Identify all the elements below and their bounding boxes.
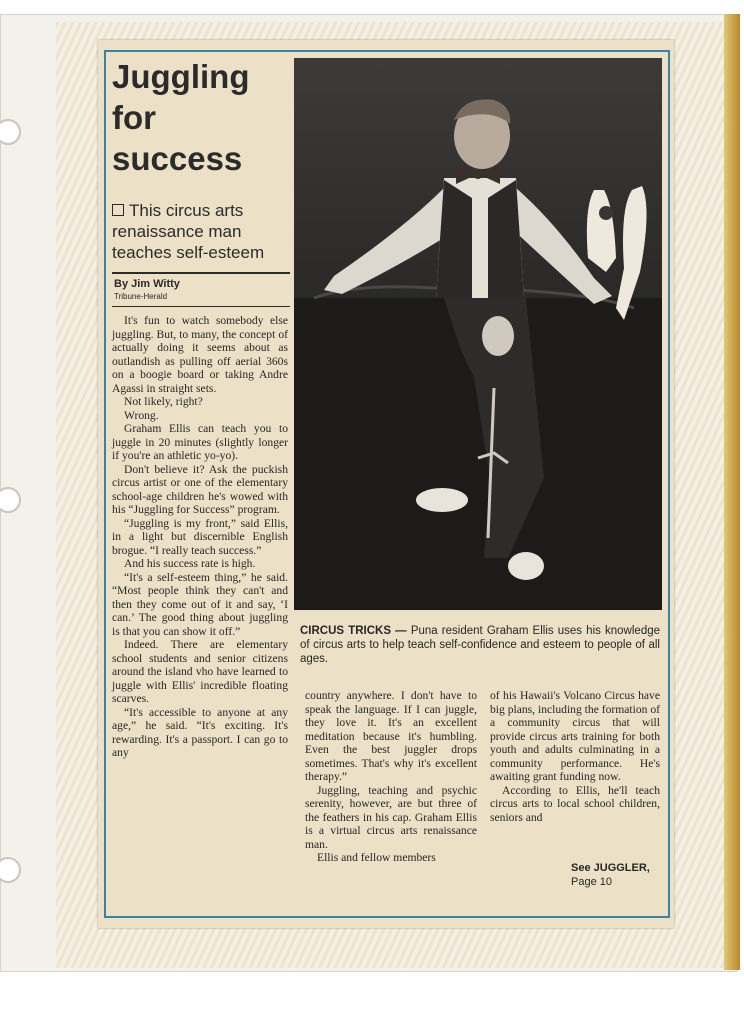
paragraph: “It's a self-esteem thing,” he said. “Most people think they can't and then they come out of it and say, ‘I can.’ The good thing about juggling is that you can show it off.” [112,570,288,638]
paragraph: Indeed. There are elementary school students and senior citizens around the island vho have learned to juggle with Ellis' incredible floating scarves. [112,638,288,705]
photo-caption [300,624,660,666]
article-column-left [112,314,288,760]
jump-page: Page 10 [571,876,612,888]
binder-hole-top [0,119,21,145]
paragraph: Don't believe it? Ask the puckish circus artist or one of the elementary school-age children he's wowed with his “Juggling for Success” program. [112,462,288,516]
deck [112,200,292,263]
paragraph: According to Ellis, he'll teach circus arts to local school children, seniors and [490,783,660,824]
paragraph: Wrong. [124,408,159,422]
article-column-right [490,689,660,824]
binder-hole-middle [0,487,21,513]
headline [112,56,292,179]
divider-rule [112,272,290,274]
headline-line: for [112,99,156,136]
paragraph: “Juggling is my front,” said Ellis, in a light but discernible English brogue. “I really teach success.” [112,516,288,557]
headline-line: success [112,140,243,177]
paragraph: Juggling, teaching and psychic serenity, however, are but three of the feathers in his cap. Graham Ellis is a virtual circus arts renaissance man. [305,783,477,851]
paragraph: It's fun to watch somebody else juggling. But, to many, the concept of actually doing it seems about as outlandish as pulling off aerial 360s on a boogie board or taking Andre Agassi in straight sets. [112,314,288,395]
divider-rule [112,306,290,307]
deck-text: This circus arts renaissance man teaches self-esteem [112,201,265,262]
continued-reference [571,861,650,889]
article-column-middle [305,689,477,865]
paragraph: And his success rate is high. [124,557,256,570]
paragraph: Ellis and fellow members [317,851,436,864]
paragraph: “It's accessible to anyone at any age,” he said. “It's exciting. It's rewarding. It's a passport. I can go to any [112,705,288,759]
jump-label: See JUGGLER, [571,862,650,874]
caption-lead: CIRCUS TRICKS — [300,625,407,637]
paragraph: Not likely, right? [124,395,203,408]
byline: By Jim Witty [114,278,180,290]
binder-edge [724,14,740,970]
paragraph: country anywhere. I don't have to speak the language. If I can juggle, they love it. It's an excellent meditation because it's humbling. Even the best juggler drops sometimes. That's why it's excellent therapy.” [305,689,477,783]
affiliation: Tribune-Herald [114,292,168,301]
paragraph: of his Hawaii's Volcano Circus have big plans, including the formation of a community circus that will provide circus arts training for both youth and adults culminating in a community performance. He's awaiting grant funding now. [490,689,661,783]
juggler-photo [294,58,662,610]
paragraph: Graham Ellis can teach you to juggle in 20 minutes (slightly longer if you're an athletic yo-yo). [112,422,288,462]
juggler-photo-illustration [294,58,662,610]
checkbox-bullet-icon [112,204,124,216]
binder-hole-bottom [0,857,21,883]
caption-text: Puna resident Graham Ellis uses his knowledge of circus arts to help teach self-confidence and esteem to people of all ages. [300,625,661,665]
headline-line: Juggling [112,58,250,95]
